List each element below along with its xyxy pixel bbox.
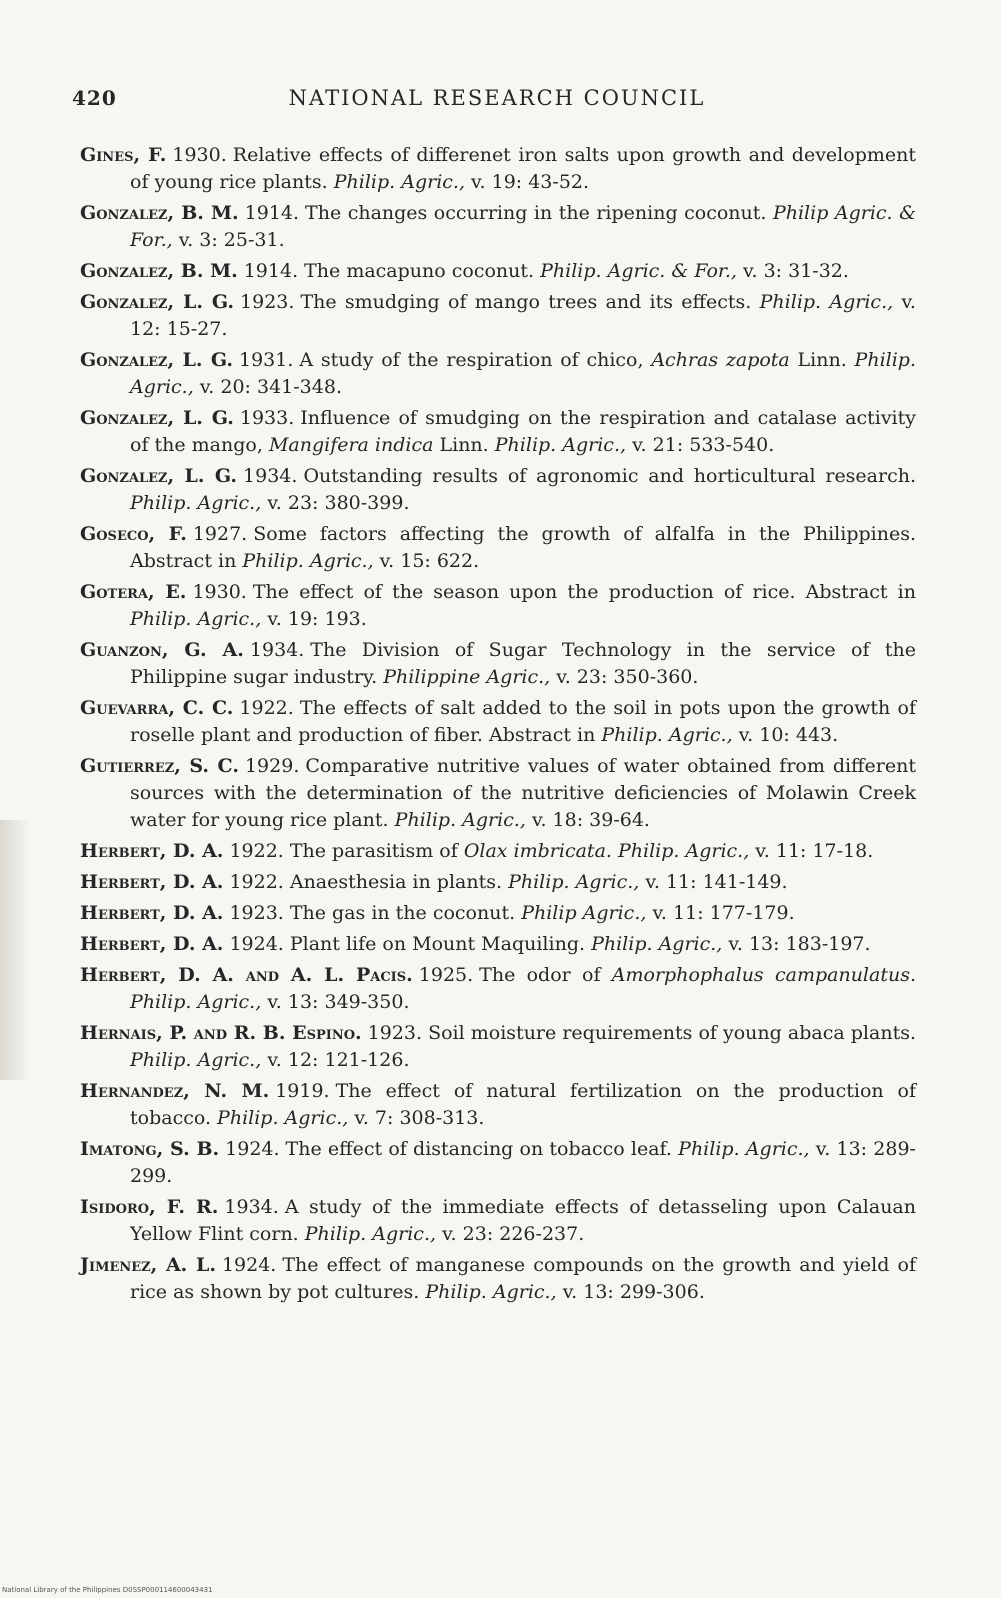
entry-title: Plant life on Mount Maquiling.	[289, 933, 586, 955]
entry-volume-pages: v. 19: 193.	[267, 608, 367, 630]
bibliography-entry	[80, 1252, 916, 1306]
entry-volume-pages: v. 21: 533-540.	[632, 434, 775, 456]
entry-title: A study of the respiration of chico,	[299, 349, 644, 371]
entry-journal: Philip. Agric.,	[217, 1107, 349, 1129]
entry-volume-pages: v. 20: 341-348.	[199, 376, 342, 398]
entry-year: 1934.	[249, 639, 305, 661]
entry-journal: Philip. Agric.,	[617, 840, 750, 862]
footer-credit: National Library of the Philippines D0SSP000114600043431	[2, 1586, 213, 1594]
entry-species-name: Mangifera indica	[268, 434, 434, 456]
bibliography-entry	[80, 838, 916, 865]
entry-journal: Philip. Agric.,	[130, 349, 916, 398]
entry-author: Herbert, D. A.	[80, 840, 224, 862]
entry-title: The odor of	[479, 964, 601, 986]
entry-author: Gines, F.	[80, 144, 167, 166]
entry-journal: Philip. Agric.,	[494, 434, 627, 456]
entry-author: Herbert, D. A.	[80, 933, 224, 955]
bibliography-entry	[80, 1136, 916, 1190]
entry-year: 1923.	[229, 902, 284, 924]
entry-journal: Philip Agric. & For.,	[130, 202, 917, 251]
entry-title: Anaesthesia in plants.	[289, 871, 503, 893]
entry-author: Imatong, S. B.	[80, 1138, 220, 1160]
bibliography-entry	[80, 753, 916, 834]
bibliography-entry	[80, 931, 916, 958]
entry-volume-pages: v. 18: 39-64.	[531, 809, 650, 831]
entry-year: 1914.	[244, 202, 300, 224]
entry-title: Comparative nutritive values of water obtained from different sources with the determination of the nutritive deficiencies of Molawin Creek water for young rice plant.	[130, 755, 917, 831]
entry-year: 1914.	[243, 260, 299, 282]
entry-journal: Philip. Agric.,	[394, 809, 526, 831]
entry-title: Influence of smudging on the respiration and catalase activity of the mango,	[130, 407, 917, 456]
entry-journal: Philip. Agric.,	[333, 171, 465, 193]
entry-author: Guanzon, G. A.	[80, 639, 244, 661]
bibliography-entry	[80, 258, 916, 285]
entry-title: Soil moisture requirements of young abaca plants.	[428, 1022, 917, 1044]
entry-title: The effect of natural fertilization on the production of tobacco.	[130, 1080, 916, 1129]
entry-journal: Philip. Agric.,	[759, 291, 894, 313]
entry-author: Guevarra, C. C.	[80, 697, 234, 719]
bibliography-entry	[80, 142, 916, 196]
entry-journal: Philip. Agric.,	[591, 933, 723, 955]
bibliography-entry	[80, 637, 916, 691]
entry-journal: Philip Agric.,	[521, 902, 647, 924]
bibliography-entry	[80, 1020, 916, 1074]
entry-volume-pages: v. 13: 289-299.	[130, 1138, 916, 1187]
entry-title: The changes occurring in the ripening coconut.	[305, 202, 767, 224]
entry-journal: Philip. Agric.,	[678, 1138, 810, 1160]
entry-journal: Philip. Agric.,	[242, 550, 374, 572]
entry-journal: Philip. Agric.,	[508, 871, 640, 893]
entry-author: Gonzalez, L. G.	[80, 349, 233, 371]
entry-journal: Philip. Agric.,	[130, 991, 262, 1013]
entry-journal: Philip. Agric.,	[601, 724, 733, 746]
entry-volume-pages: v. 13: 299-306.	[562, 1281, 705, 1303]
entry-title: The effect of the season upon the production of rice. Abstract in	[252, 581, 916, 603]
entry-author: Herbert, D. A. and A. L. Pacis.	[80, 964, 413, 986]
entry-author: Gonzalez, L. G.	[80, 291, 235, 313]
bibliography-entry	[80, 695, 916, 749]
entry-year: 1925.	[418, 964, 474, 986]
entry-title: The gas in the coconut.	[289, 902, 516, 924]
entry-volume-pages: v. 23: 226-237.	[442, 1223, 585, 1245]
entry-volume-pages: v. 13: 183-197.	[728, 933, 871, 955]
entry-author: Gonzalez, L. G.	[80, 465, 238, 487]
bibliography-entry	[80, 200, 916, 254]
entry-volume-pages: v. 23: 350-360.	[556, 666, 699, 688]
entry-year: 1924.	[225, 1138, 280, 1160]
entry-author: Jimenez, A. L.	[80, 1254, 216, 1276]
page-header	[72, 86, 922, 116]
entry-year: 1919.	[275, 1080, 330, 1102]
entry-year: 1931.	[239, 349, 294, 371]
bibliography-entry	[80, 900, 916, 927]
running-title: NATIONAL RESEARCH COUNCIL	[288, 86, 706, 110]
entry-volume-pages: v. 12: 121-126.	[267, 1049, 410, 1071]
entry-journal: Philip. Agric. & For.,	[540, 260, 737, 282]
entry-title: The smudging of mango trees and its effects.	[300, 291, 752, 313]
entry-title: The parasitism of	[289, 840, 458, 862]
entry-year: 1923.	[240, 291, 295, 313]
entry-volume-pages: v. 3: 31-32.	[743, 260, 849, 282]
entry-journal: Philip. Agric.,	[130, 492, 262, 514]
entry-year: 1930.	[192, 581, 247, 603]
entry-title: Relative effects of differenet iron salts upon growth and development of young rice plants.	[130, 144, 916, 193]
entry-year: 1930.	[172, 144, 227, 166]
entry-species-name: Olax imbricata.	[463, 840, 612, 862]
entry-volume-pages: v. 11: 177-179.	[652, 902, 795, 924]
entry-volume-pages: v. 19: 43-52.	[471, 171, 590, 193]
entry-author: Hernais, P. and R. B. Espino.	[80, 1022, 362, 1044]
entry-volume-pages: v. 12: 15-27.	[130, 291, 916, 340]
entry-title: The effect of manganese compounds on the growth and yield of rice as shown by pot cultures.	[130, 1254, 916, 1303]
entry-journal: Philip. Agric.,	[130, 1049, 262, 1071]
entry-year: 1924.	[221, 1254, 277, 1276]
entry-author: Gutierrez, S. C.	[80, 755, 239, 777]
entry-journal: Philip. Agric.,	[304, 1223, 437, 1245]
entry-year: 1927.	[192, 523, 248, 545]
bibliography-entry	[80, 463, 916, 517]
entry-year: 1929.	[244, 755, 300, 777]
entry-author: Hernandez, N. M.	[80, 1080, 270, 1102]
page-edge-shadow	[0, 820, 30, 1080]
bibliography-entry	[80, 1194, 916, 1248]
entry-journal: Philip. Agric.,	[130, 608, 262, 630]
page-number: 420	[72, 86, 117, 110]
entry-title: Some factors affecting the growth of alfalfa in the Philippines. Abstract in	[130, 523, 916, 572]
entry-volume-pages: v. 15: 622.	[379, 550, 480, 572]
entry-journal: Philip. Agric.,	[425, 1281, 557, 1303]
entry-title: Outstanding results of agronomic and horticultural research.	[303, 465, 917, 487]
entry-author: Goseco, F.	[80, 523, 187, 545]
entry-year: 1924.	[229, 933, 284, 955]
entry-year: 1922.	[229, 871, 284, 893]
entry-volume-pages: v. 11: 141-149.	[645, 871, 788, 893]
entry-volume-pages: v. 7: 308-313.	[354, 1107, 485, 1129]
entry-author: Gonzalez, B. M.	[80, 260, 238, 282]
entry-year: 1923.	[367, 1022, 423, 1044]
bibliography-entry	[80, 347, 916, 401]
bibliography-entry	[80, 962, 916, 1016]
entry-year: 1934.	[224, 1196, 279, 1218]
entry-author: Isidoro, F. R.	[80, 1196, 219, 1218]
entry-volume-pages: v. 10: 443.	[738, 724, 839, 746]
bibliography-entry	[80, 289, 916, 343]
entry-volume-pages: v. 13: 349-350.	[267, 991, 410, 1013]
entry-year: 1922.	[239, 697, 294, 719]
bibliography-list	[80, 142, 916, 1310]
entry-author: Gonzalez, B. M.	[80, 202, 239, 224]
bibliography-entry	[80, 869, 916, 896]
bibliography-entry	[80, 1078, 916, 1132]
entry-year: 1922.	[229, 840, 284, 862]
bibliography-entry	[80, 521, 916, 575]
entry-volume-pages: v. 11: 17-18.	[755, 840, 874, 862]
entry-journal: Philippine Agric.,	[383, 666, 551, 688]
entry-species-name: Amorphophalus campanulatus.	[611, 964, 916, 986]
bibliography-entry	[80, 579, 916, 633]
entry-title: The effect of distancing on tobacco leaf.	[285, 1138, 672, 1160]
entry-author: Herbert, D. A.	[80, 902, 224, 924]
entry-title-suffix: Linn.	[439, 434, 489, 456]
entry-author: Gonzalez, L. G.	[80, 407, 234, 429]
entry-year: 1933.	[239, 407, 295, 429]
entry-title: The Division of Sugar Technology in the service of the Philippine sugar industry.	[130, 639, 916, 688]
entry-volume-pages: v. 3: 25-31.	[178, 229, 285, 251]
entry-title: A study of the immediate effects of detasseling upon Calauan Yellow Flint corn.	[130, 1196, 916, 1245]
entry-title: The macapuno coconut.	[304, 260, 535, 282]
entry-author: Herbert, D. A.	[80, 871, 224, 893]
entry-volume-pages: v. 23: 380-399.	[267, 492, 410, 514]
entry-title-suffix: Linn.	[797, 349, 847, 371]
entry-author: Gotera, E.	[80, 581, 187, 603]
entry-species-name: Achras zapota	[651, 349, 790, 371]
bibliography-entry	[80, 405, 916, 459]
entry-title: The effects of salt added to the soil in pots upon the growth of roselle plant and production of fiber. Abstract in	[130, 697, 916, 746]
entry-year: 1934.	[243, 465, 298, 487]
